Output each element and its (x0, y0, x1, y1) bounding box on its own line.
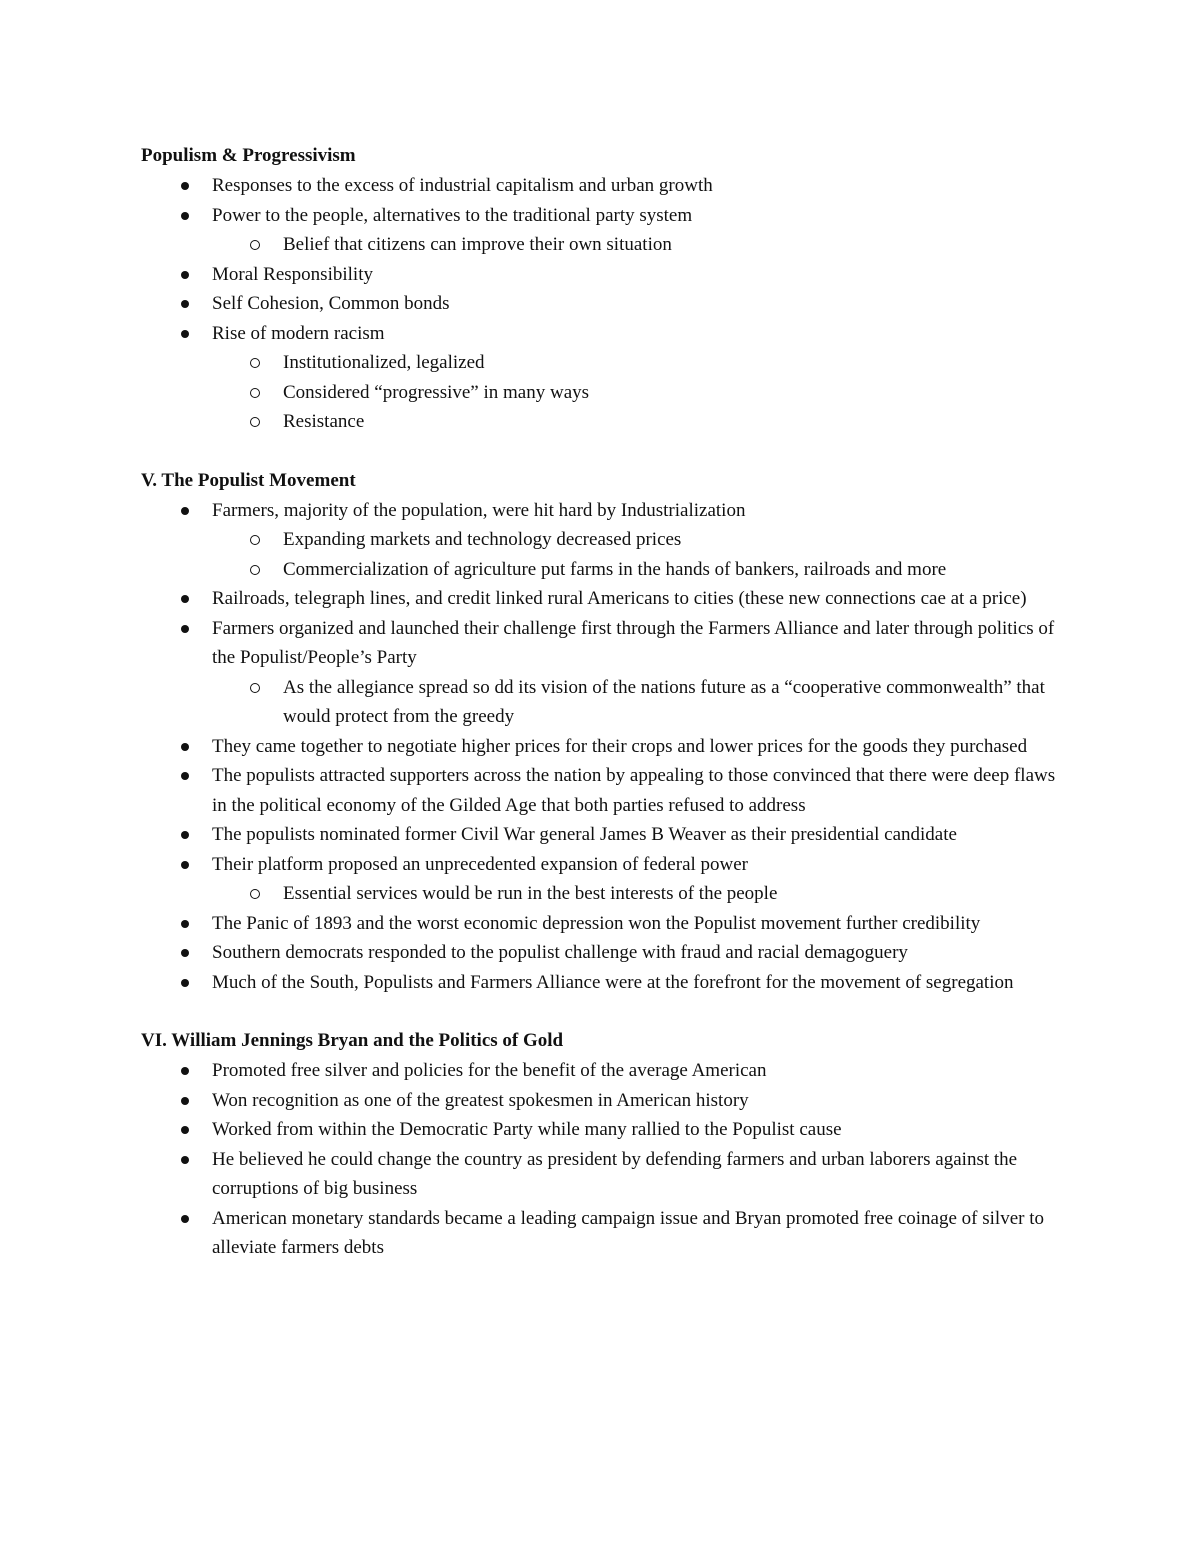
bullet-circle-icon (250, 889, 260, 899)
document-content (141, 141, 1071, 1263)
list-item-text: Moral Responsibility (212, 263, 373, 285)
list-item-text: Power to the people, alternatives to the traditional party system (212, 204, 693, 226)
bullet-disc-icon (181, 330, 189, 338)
list-item-text: Responses to the excess of industrial capitalism and urban growth (212, 175, 713, 196)
bullet-circle-icon (250, 417, 260, 427)
bullet-list (141, 496, 1071, 998)
list-item-text: Self Cohesion, Common bonds (212, 293, 450, 314)
bullet-disc-icon (181, 949, 189, 957)
list-item-text: Worked from within the Democratic Party while many rallied to the Populist cause (212, 1119, 842, 1140)
sub-list-item (212, 348, 1071, 378)
list-item (141, 319, 1071, 349)
sub-list-item-text: Commercialization of agriculture put farms in the hands of bankers, railroads and more (283, 558, 947, 580)
bullet-disc-icon (181, 743, 189, 751)
sub-bullet-list (141, 230, 1071, 260)
sub-list-item (212, 525, 1071, 555)
sub-list-item (212, 879, 1071, 909)
list-item (141, 761, 1071, 820)
sub-list-item-text: Expanding markets and technology decreased prices (283, 529, 682, 550)
list-item (141, 1115, 1071, 1145)
sub-bullet-list (141, 348, 1071, 437)
list-item-text: Railroads, telegraph lines, and credit linked rural Americans to cities (these new connections cae at a price) (212, 588, 1027, 609)
list-item-text: Rise of modern racism (212, 322, 385, 344)
list-item (141, 850, 1071, 880)
list-item-text: Won recognition as one of the greatest spokesmen in American history (212, 1089, 749, 1111)
bullet-disc-icon (181, 831, 189, 839)
list-item (141, 938, 1071, 968)
sub-list-item-text: Essential services would be run in the best interests of the people (283, 883, 778, 904)
list-item (141, 968, 1071, 998)
section-1 (141, 141, 1071, 437)
sub-list-item-text: Resistance (283, 411, 365, 432)
bullet-disc-icon (181, 507, 189, 515)
bullet-circle-icon (250, 388, 260, 398)
list-item (141, 260, 1071, 290)
bullet-disc-icon (181, 920, 189, 928)
list-item (141, 820, 1071, 850)
list-item-text: Their platform proposed an unprecedented expansion of federal power (212, 853, 749, 875)
bullet-disc-icon (181, 772, 189, 780)
list-item (141, 289, 1071, 319)
bullet-disc-icon (181, 861, 189, 869)
list-item-text: The populists attracted supporters across the nation by appealing to those convinced that there were deep flaws in the political economy of the Gilded Age that both parties refused to address (212, 765, 1056, 816)
bullet-disc-icon (181, 212, 189, 220)
bullet-disc-icon (181, 979, 189, 987)
list-item (141, 1086, 1071, 1116)
list-item-text: Southern democrats responded to the populist challenge with fraud and racial demagoguery (212, 942, 908, 963)
list-item-text: American monetary standards became a leading campaign issue and Bryan promoted free coinage of silver to alleviate farmers debts (212, 1207, 1044, 1258)
section-heading: V. The Populist Movement (141, 469, 356, 491)
bullet-disc-icon (181, 1067, 189, 1075)
bullet-disc-icon (181, 1097, 189, 1105)
list-item-text: Promoted free silver and policies for the benefit of the average American (212, 1060, 767, 1081)
list-item-text: Farmers, majority of the population, were hit hard by Industrialization (212, 499, 746, 521)
sub-bullet-list (141, 879, 1071, 909)
list-item-text: Much of the South, Populists and Farmers Alliance were at the forefront for the movement of segregation (212, 971, 1014, 993)
list-item (141, 201, 1071, 231)
bullet-disc-icon (181, 300, 189, 308)
sub-list-item (212, 555, 1071, 585)
bullet-list (141, 1056, 1071, 1263)
bullet-disc-icon (181, 182, 189, 190)
list-item (141, 909, 1071, 939)
sub-list-item (212, 673, 1071, 732)
sub-list-item (212, 230, 1071, 260)
sub-bullet-list (141, 673, 1071, 732)
sub-list-item-text: Institutionalized, legalized (283, 352, 485, 373)
sub-bullet-list (141, 525, 1071, 584)
list-item-text: They came together to negotiate higher prices for their crops and lower prices for the goods they purchased (212, 735, 1028, 757)
bullet-disc-icon (181, 1156, 189, 1164)
bullet-circle-icon (250, 240, 260, 250)
list-item-text: The Panic of 1893 and the worst economic depression won the Populist movement further credibility (212, 912, 981, 934)
list-item-text: He believed he could change the country as president by defending farmers and urban laborers against the corruptions of big business (212, 1148, 1018, 1199)
list-item (141, 496, 1071, 526)
list-item (141, 732, 1071, 762)
section-3 (141, 1026, 1071, 1263)
sub-list-item-text: As the allegiance spread so dd its vision of the nations future as a “cooperative commonwealth” that would protect from the greedy (283, 676, 1045, 727)
list-item (141, 614, 1071, 673)
section-2 (141, 466, 1071, 998)
bullet-circle-icon (250, 358, 260, 368)
bullet-disc-icon (181, 271, 189, 279)
sub-list-item-text: Considered “progressive” in many ways (283, 381, 590, 403)
bullet-circle-icon (250, 565, 260, 575)
bullet-circle-icon (250, 683, 260, 693)
list-item-text: Farmers organized and launched their challenge first through the Farmers Alliance and later through politics of the Populist/People’s Party (212, 617, 1055, 668)
list-item (141, 584, 1071, 614)
bullet-circle-icon (250, 535, 260, 545)
document-page (141, 141, 1071, 1292)
bullet-disc-icon (181, 1215, 189, 1223)
section-heading: VI. William Jennings Bryan and the Politics of Gold (141, 1030, 564, 1051)
sub-list-item (212, 407, 1071, 437)
bullet-disc-icon (181, 1126, 189, 1134)
bullet-list (141, 171, 1071, 437)
sub-list-item-text: Belief that citizens can improve their own situation (283, 234, 672, 255)
bullet-disc-icon (181, 625, 189, 633)
list-item (141, 1056, 1071, 1086)
list-item (141, 1204, 1071, 1263)
sub-list-item (212, 378, 1071, 408)
list-item (141, 171, 1071, 201)
list-item-text: The populists nominated former Civil War general James B Weaver as their presidential candidate (212, 824, 957, 845)
bullet-disc-icon (181, 595, 189, 603)
list-item (141, 1145, 1071, 1204)
section-heading: Populism & Progressivism (141, 145, 356, 166)
